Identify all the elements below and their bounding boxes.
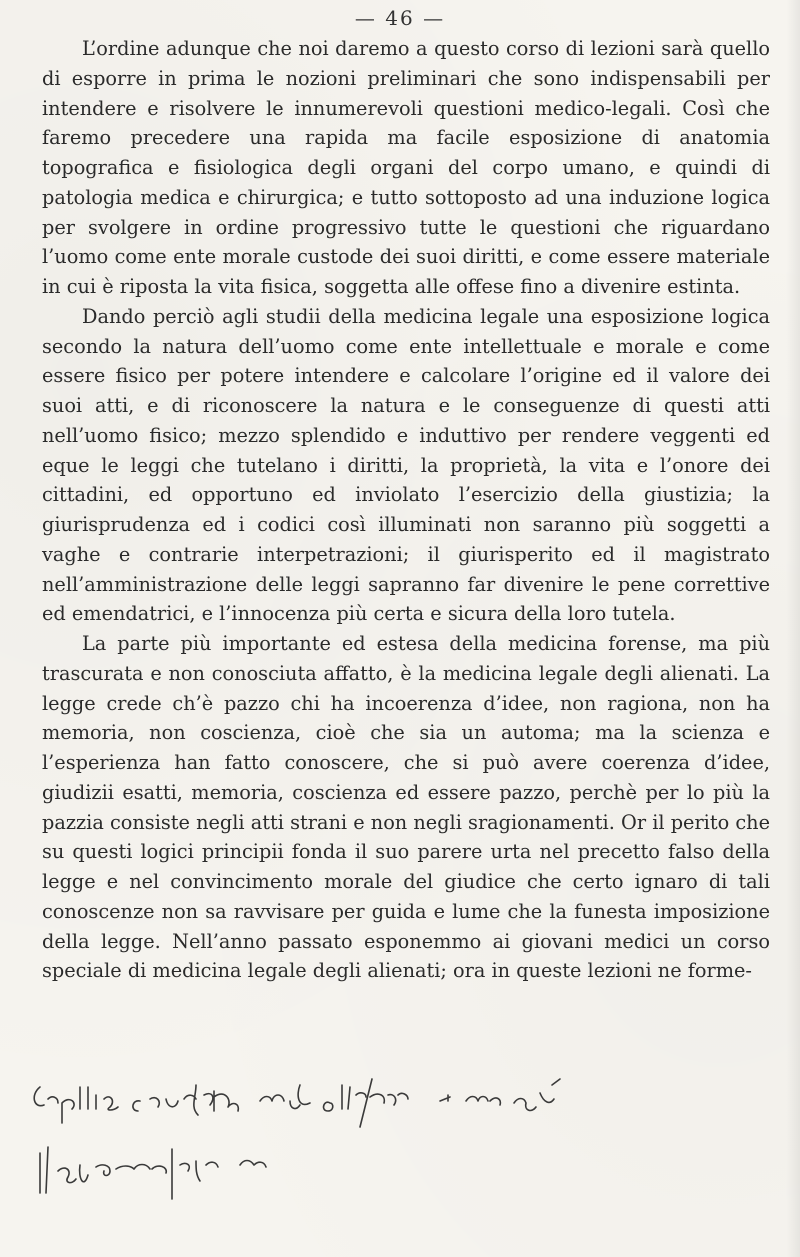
handwriting-strokes [0, 1065, 800, 1255]
paragraph-2: Dando perciò agli studii della medicina legale una esposizione logica secondo la natura dell’uomo come ente intellettuale e morale e come essere fisico per potere intendere e calcolare l’origine ed il valore dei suoi atti, e di riconoscere la natura e le conseguenze di questi atti nell’uomo fisico; mezzo splendido e induttivo per rendere veggenti ed eque le leggi che tutelano i diritti, la proprietà, la vita e l’onore dei cittadini, ed opportuno ed inviolato l’esercizio della giustizia; la giurisprudenza ed i codici così illuminati non saranno più soggetti a vaghe e contrarie interpetrazioni; il giurisperito ed il magistrato nell’amministrazione delle leggi sapranno far divenire le pene correttive ed emendatrici, e l’innocenza più certa e sicura della loro tutela. [42, 304, 770, 626]
handwritten-annotation [0, 1065, 800, 1255]
body-text [42, 34, 770, 986]
page-number: — 46 — [354, 6, 446, 30]
paragraph-1: L’ordine adunque che noi daremo a questo corso di lezioni sarà quello di esporre in prima le nozioni preliminari che sono indispensabili per intendere e risolvere le innumerevoli questioni medico-legali. Così che faremo precedere una rapida ma facile esposizione di anatomia topografica e fisiologica degli organi del corpo umano, e quindi di patologia medica e chirurgica; e tutto sottoposto ad una induzione logica per svolgere in ordine progressivo tutte le questioni che riguardano l’uomo come ente morale custode dei suoi diritti, e come essere materiale in cui è riposta la vita fisica, soggetta alle offese fino a divenire estinta. [42, 37, 770, 298]
paragraph-3: La parte più importante ed estesa della medicina forense, ma più trascurata e non conosciuta affatto, è la medicina legale degli alienati. La legge crede ch’è pazzo chi ha incoerenza d’idee, non ragiona, non ha memoria, non coscienza, cioè che sia un automa; ma la scienza e l’esperienza han fatto conoscere, che si può avere coerenza d’idee, giudizii esatti, memoria, coscienza ed essere pazzo, perchè per lo più la pazzia consiste negli atti strani e non negli sragionamenti. Or il perito che su questi logici principii fonda il suo parere urta nel precetto falso della legge e nel convincimento morale del giudice che certo ignaro di tali conoscenze non sa ravvisare per guida e lume che la funesta imposizione della legge. Nell’anno passato esponemmo ai giovani medici un corso speciale di medicina legale degli alienati; ora in queste lezioni ne forme- [42, 632, 770, 983]
